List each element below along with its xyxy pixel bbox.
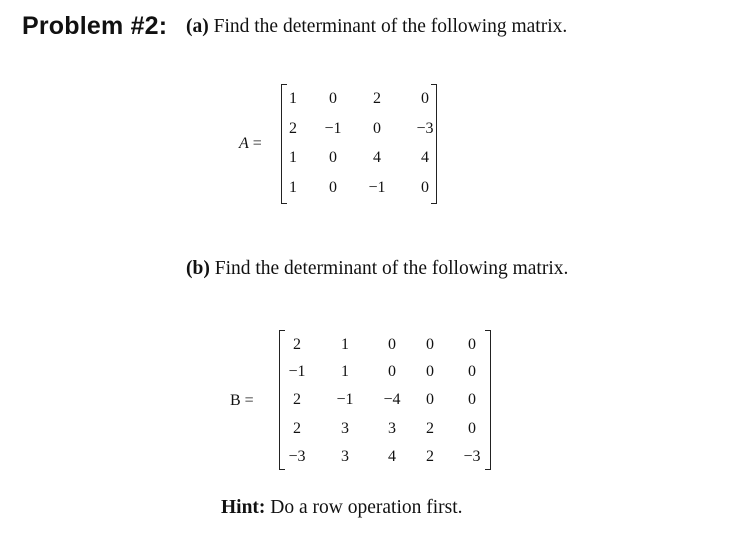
matrix-cell: 0: [329, 90, 337, 107]
matrix-cell: 2: [293, 336, 301, 353]
matrix-cell: 0: [426, 391, 434, 408]
matrix-cell: 0: [388, 336, 396, 353]
matrix-cell: 1: [289, 149, 297, 166]
matrix-cell: 2: [426, 448, 434, 465]
matrix-b-label: [230, 392, 254, 410]
matrix-cell: 0: [468, 420, 476, 437]
matrix-cell: −1: [368, 179, 386, 196]
matrix-b-name: B: [230, 392, 241, 409]
matrix-cell: 4: [388, 448, 396, 465]
matrix-a-label: [239, 135, 262, 153]
matrix-cell: −3: [416, 120, 434, 137]
matrix-cell: 3: [341, 448, 349, 465]
matrix-cell: −3: [463, 448, 481, 465]
matrix-cell: 1: [341, 363, 349, 380]
matrix-b-equals: =: [244, 392, 254, 409]
part-a-tag: (a): [186, 16, 209, 37]
matrix-cell: 2: [426, 420, 434, 437]
matrix-cell: 0: [329, 179, 337, 196]
matrix-cell: 3: [388, 420, 396, 437]
matrix-cell: −3: [288, 448, 306, 465]
matrix-cell: 4: [421, 149, 429, 166]
problem-label: Problem #2:: [22, 12, 168, 40]
matrix-cell: 0: [426, 363, 434, 380]
hint: [221, 497, 463, 519]
matrix-cell: 1: [289, 90, 297, 107]
matrix-cell: 1: [289, 179, 297, 196]
matrix-cell: −1: [336, 391, 354, 408]
part-a-text: Find the determinant of the following matrix.: [213, 16, 568, 37]
matrix-cell: 0: [468, 336, 476, 353]
matrix-cell: 2: [289, 120, 297, 137]
part-b-instruction: [186, 258, 568, 280]
part-b-text: Find the determinant of the following matrix.: [214, 258, 569, 279]
part-b-tag: (b): [186, 258, 210, 279]
matrix-cell: −1: [324, 120, 342, 137]
matrix-cell: 2: [293, 391, 301, 408]
matrix-cell: −1: [288, 363, 306, 380]
matrix-cell: 0: [468, 363, 476, 380]
matrix-cell: 4: [373, 149, 381, 166]
matrix-cell: 0: [421, 179, 429, 196]
matrix-a-name: A: [239, 135, 249, 152]
matrix-cell: 0: [373, 120, 381, 137]
matrix-cell: 0: [468, 391, 476, 408]
matrix-cell: 0: [329, 149, 337, 166]
matrix-cell: −4: [383, 391, 401, 408]
matrix-cell: 3: [341, 420, 349, 437]
matrix-cell: 2: [373, 90, 381, 107]
hint-text: Do a row operation first.: [270, 497, 463, 518]
hint-label: Hint:: [221, 497, 266, 518]
matrix-cell: 1: [341, 336, 349, 353]
matrix-cell: 0: [426, 336, 434, 353]
matrix-cell: 0: [388, 363, 396, 380]
matrix-cell: 0: [421, 90, 429, 107]
part-a-instruction: [186, 16, 567, 38]
matrix-a-equals: =: [252, 135, 262, 152]
matrix-cell: 2: [293, 420, 301, 437]
